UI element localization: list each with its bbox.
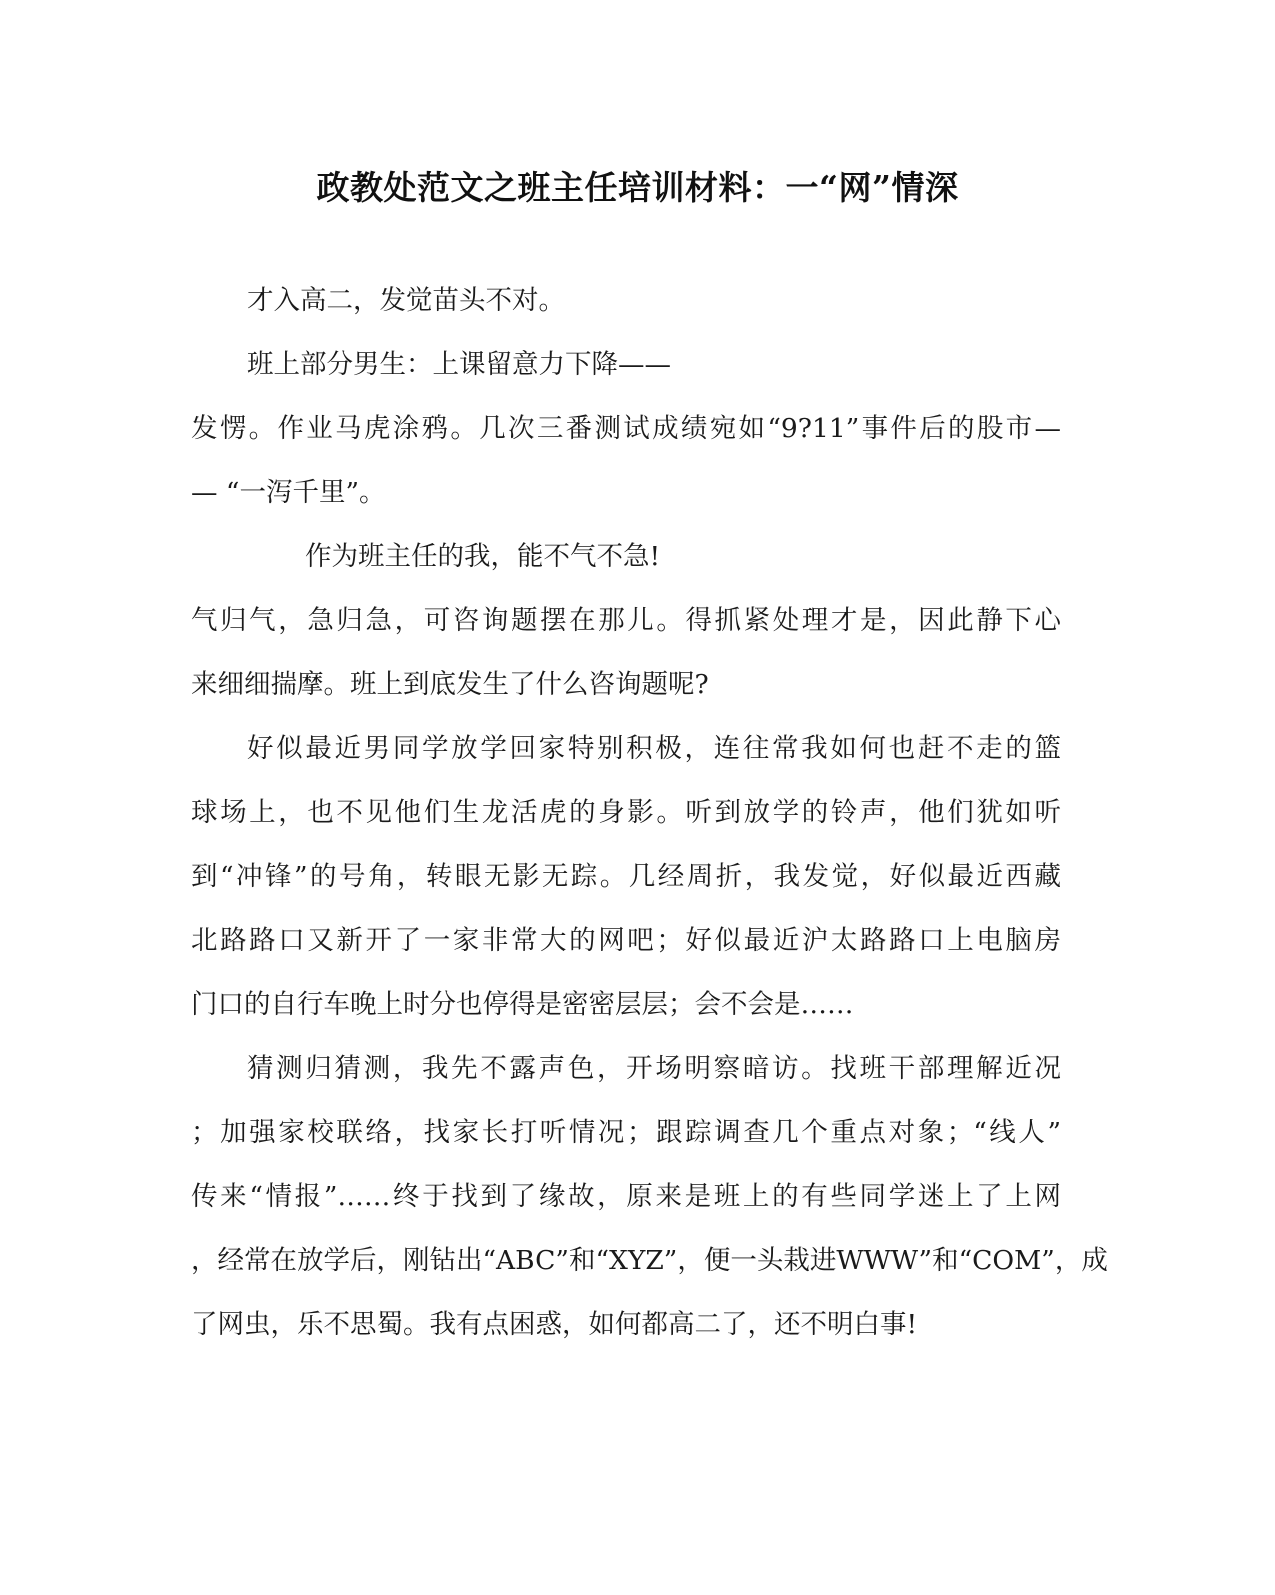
document-title: 政教处范文之班主任培训材料：一“网”情深 bbox=[316, 168, 959, 207]
body-line: ，经常在放学后，刚钻出“ABC”和“XYZ”，便一头栽进WWW”和“COM”，成 bbox=[191, 1245, 1108, 1276]
body-line: 班上部分男生：上课留意力下降—— bbox=[247, 349, 671, 380]
body-line: 猜测归猜测，我先不露声色，开场明察暗访。找班干部理解近况 bbox=[247, 1053, 1061, 1084]
body-line: ；加强家校联络，找家长打听情况；跟踪调查几个重点对象；“线人” bbox=[191, 1117, 1061, 1148]
body-line: 北路路口又新开了一家非常大的网吧；好似最近沪太路路口上电脑房 bbox=[191, 925, 1061, 956]
body-line: 发愣。作业马虎涂鸦。几次三番测试成绩宛如“9?11”事件后的股市— bbox=[191, 413, 1061, 444]
body-line: 才入高二，发觉苗头不对。 bbox=[247, 285, 565, 316]
body-line: 传来“情报”……终于找到了缘故，原来是班上的有些同学迷上了上网 bbox=[191, 1181, 1061, 1212]
body-line: 到“冲锋”的号角，转眼无影无踪。几经周折，我发觉，好似最近西藏 bbox=[191, 861, 1061, 892]
body-line: 球场上，也不见他们生龙活虎的身影。听到放学的铃声，他们犹如听 bbox=[191, 797, 1061, 828]
body-line: 了网虫，乐不思蜀。我有点困惑，如何都高二了，还不明白事! bbox=[191, 1309, 918, 1340]
body-line: 作为班主任的我，能不气不急! bbox=[305, 541, 661, 572]
body-line: 好似最近男同学放学回家特别积极，连往常我如何也赶不走的篮 bbox=[247, 733, 1061, 764]
body-line: 气归气，急归急，可咨询题摆在那儿。得抓紧处理才是，因此静下心 bbox=[191, 605, 1061, 636]
body-line: 门口的自行车晚上时分也停得是密密层层；会不会是…… bbox=[191, 989, 854, 1020]
body-line: — “一泻千里”。 bbox=[191, 477, 386, 508]
body-line: 来细细揣摩。班上到底发生了什么咨询题呢? bbox=[191, 669, 709, 700]
